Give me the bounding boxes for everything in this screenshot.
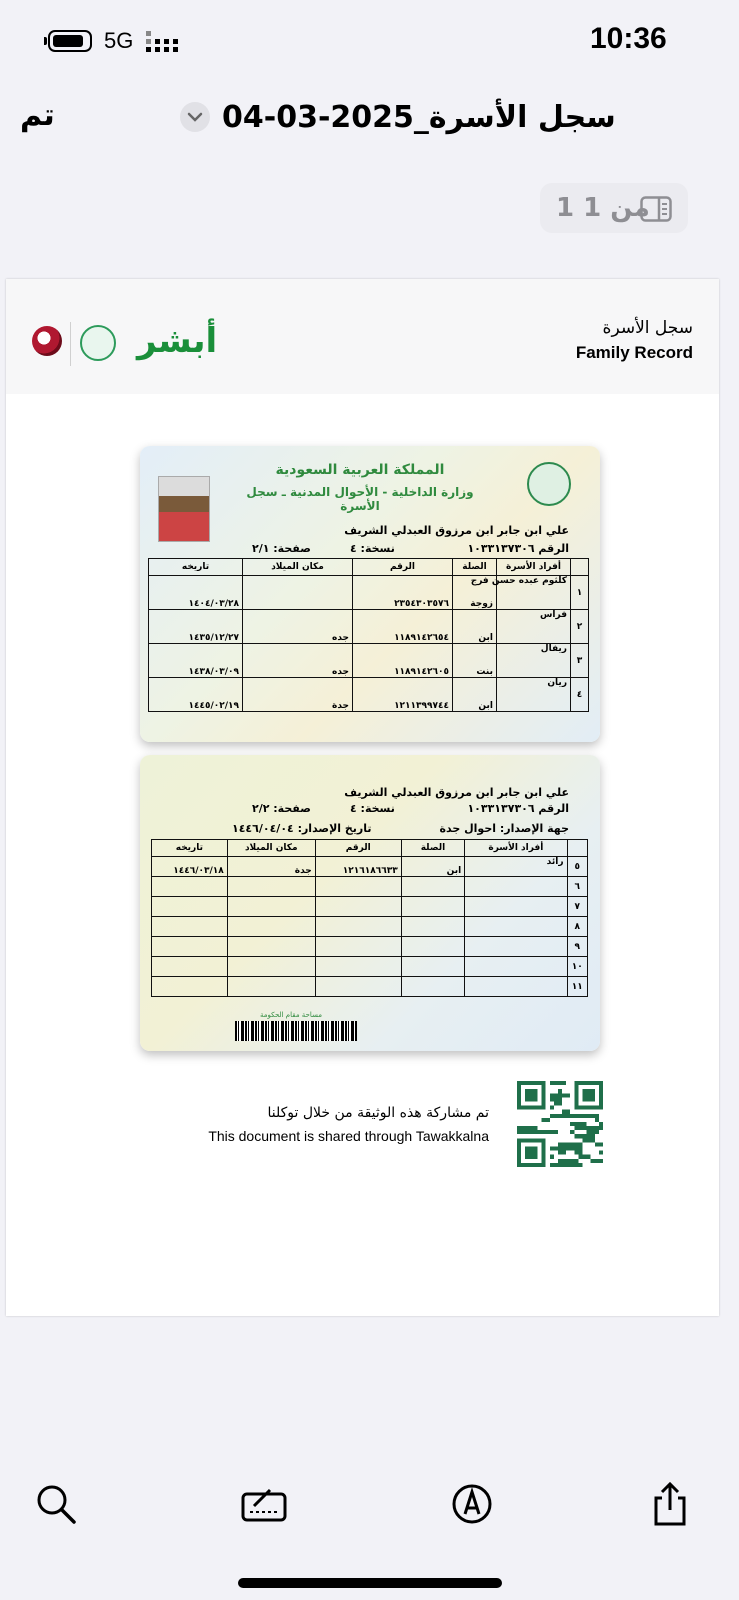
document-title[interactable]: سجل الأسرة_2025-03-04 xyxy=(222,100,616,135)
cell-relation xyxy=(401,897,464,917)
col-header: الرقم xyxy=(315,840,401,857)
cell-id: ٢٣٥٤٣٠٣٥٧٦ xyxy=(353,576,453,610)
cell-place xyxy=(227,877,315,897)
header-divider xyxy=(70,322,71,366)
cell-name: رائد xyxy=(465,857,567,877)
col-header: الرقم xyxy=(353,559,453,576)
cell-place xyxy=(243,576,353,610)
share-icon[interactable] xyxy=(646,1480,694,1528)
cell-no: ١١ xyxy=(567,977,587,997)
cell-date xyxy=(152,977,228,997)
title-menu-button[interactable] xyxy=(180,102,210,132)
cell-relation xyxy=(401,937,464,957)
col-header: الصلة xyxy=(453,559,497,576)
cell-place xyxy=(227,957,315,977)
cell-name xyxy=(465,957,567,977)
network-type: 5G xyxy=(104,28,134,53)
cell-no: ١ xyxy=(571,576,589,610)
cell-no: ٩ xyxy=(567,937,587,957)
search-icon[interactable] xyxy=(32,1480,80,1528)
cell-no: ٨ xyxy=(567,917,587,937)
cell-place: جده xyxy=(243,610,353,644)
col-header: الصلة xyxy=(401,840,464,857)
page-indicator-text: 1 من 1 xyxy=(556,193,650,223)
col-header: مكان الميلاد xyxy=(243,559,353,576)
cell-name: ريفال xyxy=(497,644,571,678)
cell-place xyxy=(227,897,315,917)
col-header: أفراد الأسرة xyxy=(465,840,567,857)
cell-no: ٤ xyxy=(571,678,589,712)
col-header: تاريخه xyxy=(152,840,228,857)
cell-relation: زوجة xyxy=(453,576,497,610)
cell-relation: بنت xyxy=(453,644,497,678)
cell-date: ١٤٠٤/٠٣/٢٨ xyxy=(149,576,243,610)
barcode xyxy=(235,1021,357,1041)
table-row xyxy=(149,610,589,644)
family-members-table xyxy=(151,839,588,997)
cell-date xyxy=(152,897,228,917)
cell-name xyxy=(465,937,567,957)
cell-id: ١١٨٩١٤٢٦٠٥ xyxy=(353,644,453,678)
cell-id xyxy=(315,977,401,997)
cell-date: ١٤٤٥/٠٢/١٩ xyxy=(149,678,243,712)
table-row xyxy=(149,678,589,712)
cell-no: ٢ xyxy=(571,610,589,644)
card-title: المملكة العربية السعودية xyxy=(275,462,445,478)
app-logo-icon xyxy=(32,326,62,356)
cell-name: فراس xyxy=(497,610,571,644)
chevron-down-icon xyxy=(180,102,210,132)
record-number: الرقم ١٠٣٣١٣٧٣٠٦ xyxy=(467,542,569,555)
cell-date: ١٤٣٨/٠٣/٠٩ xyxy=(149,644,243,678)
table-row xyxy=(152,857,588,877)
header-title-en: Family Record xyxy=(575,343,693,362)
col-header: تاريخه xyxy=(149,559,243,576)
cell-relation xyxy=(401,957,464,977)
holder-photo xyxy=(158,476,210,542)
copy-number: نسخة: ٤ xyxy=(350,802,395,815)
cell-date: ١٤٣٥/١٢/٢٧ xyxy=(149,610,243,644)
battery-nub xyxy=(44,37,47,45)
cell-name: كلثوم عبده حسن فرج xyxy=(497,576,571,610)
cell-no: ١٠ xyxy=(567,957,587,977)
barcode-label: مساحة مقام الحكومة xyxy=(260,1011,322,1019)
cell-name xyxy=(465,877,567,897)
header-title-ar: سجل الأسرة xyxy=(602,318,693,338)
cell-no: ٦ xyxy=(567,877,587,897)
share-text-ar: تم مشاركة هذه الوثيقة من خلال توكلنا xyxy=(267,1105,489,1121)
cell-place xyxy=(227,977,315,997)
cell-relation xyxy=(401,877,464,897)
cell-date xyxy=(152,877,228,897)
saudi-emblem-icon xyxy=(527,462,571,506)
cell-relation xyxy=(401,917,464,937)
cell-id xyxy=(315,937,401,957)
cell-name xyxy=(465,897,567,917)
cell-name xyxy=(465,977,567,997)
table-row xyxy=(152,957,588,977)
ministry-emblem-icon xyxy=(80,325,116,361)
cell-id xyxy=(315,917,401,937)
cell-place: جدة xyxy=(243,678,353,712)
page-number: صفحة: ٢/٢ xyxy=(252,802,311,815)
markup-icon[interactable] xyxy=(240,1480,288,1528)
cell-place: جده xyxy=(243,644,353,678)
cell-date: ١٤٤٦/٠٣/١٨ xyxy=(152,857,228,877)
share-text-en: This document is shared through Tawakkalna xyxy=(208,1128,489,1144)
cell-id: ١٢١٦١٨٦٦٣٣ xyxy=(315,857,401,877)
signature-icon[interactable] xyxy=(448,1480,496,1528)
issuer: جهة الإصدار: احوال جدة xyxy=(439,822,569,835)
cell-relation: ابن xyxy=(453,610,497,644)
holder-name: علي ابن جابر ابن مرزوق العبدلي الشريف xyxy=(344,524,569,537)
absher-logo: أبشر xyxy=(137,321,218,361)
cell-place: جدة xyxy=(227,857,315,877)
cell-date xyxy=(152,957,228,977)
col-header: مكان الميلاد xyxy=(227,840,315,857)
cell-relation: ابن xyxy=(453,678,497,712)
cell-id: ١٢١١٣٩٩٧٤٤ xyxy=(353,678,453,712)
table-row xyxy=(149,644,589,678)
table-row xyxy=(152,977,588,997)
cell-relation xyxy=(401,977,464,997)
copy-number: نسخة: ٤ xyxy=(350,542,395,555)
battery-icon xyxy=(48,30,92,52)
sidebar-icon xyxy=(640,196,672,222)
home-indicator xyxy=(238,1578,502,1588)
table-row xyxy=(149,576,589,610)
status-time: 10:36 xyxy=(590,22,667,55)
cell-no: ٣ xyxy=(571,644,589,678)
cell-no: ٧ xyxy=(567,897,587,917)
cell-id: ١١٨٩١٤٢٦٥٤ xyxy=(353,610,453,644)
family-members-table xyxy=(148,558,589,712)
cell-name: ريان xyxy=(497,678,571,712)
card-subtitle: وزارة الداخلية - الأحوال المدنية ـ سجل الأسرة xyxy=(246,485,474,513)
issue-date: تاريخ الإصدار: ١٤٤٦/٠٤/٠٤ xyxy=(232,822,372,835)
cell-relation: ابن xyxy=(401,857,464,877)
cell-id xyxy=(315,877,401,897)
cell-name xyxy=(465,917,567,937)
table-row xyxy=(152,897,588,917)
table-row xyxy=(152,937,588,957)
cell-no: ٥ xyxy=(567,857,587,877)
table-row xyxy=(152,917,588,937)
col-header: أفراد الأسرة xyxy=(497,559,571,576)
record-number: الرقم ١٠٣٣١٣٧٣٠٦ xyxy=(467,802,569,815)
qr-code xyxy=(517,1081,603,1167)
page-number: صفحة: ٢/١ xyxy=(252,542,311,555)
done-button[interactable]: تم xyxy=(20,98,55,133)
cell-id xyxy=(315,897,401,917)
cell-id xyxy=(315,957,401,977)
cell-place xyxy=(227,917,315,937)
table-row xyxy=(152,877,588,897)
holder-name: علي ابن جابر ابن مرزوق العبدلي الشريف xyxy=(344,786,569,799)
cell-date xyxy=(152,937,228,957)
cell-date xyxy=(152,917,228,937)
signal-icon xyxy=(146,29,178,53)
cell-place xyxy=(227,937,315,957)
